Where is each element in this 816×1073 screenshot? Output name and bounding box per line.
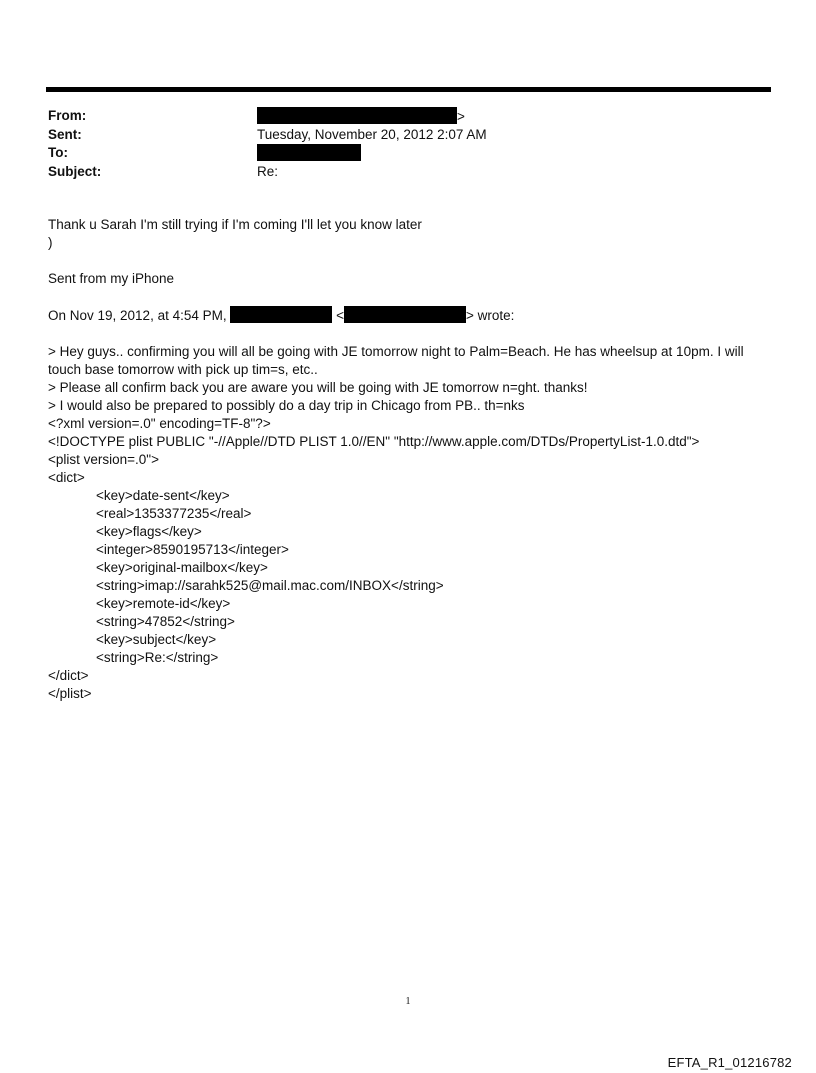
to-value bbox=[257, 144, 361, 164]
dict-line: <key>subject</key> bbox=[96, 632, 217, 647]
xml-closing-line: </plist> bbox=[48, 686, 92, 701]
dict-line: <key>date-sent</key> bbox=[96, 488, 230, 503]
reply-line: Thank u Sarah I'm still trying if I'm coming I'll let you know later bbox=[48, 217, 422, 232]
dict-line: <string>Re:</string> bbox=[96, 650, 219, 665]
quoted-line: > Hey guys.. confirming you will all be going with JE tomorrow night to Palm=Beach. He has wheelsup at 10pm. I will bbox=[48, 344, 744, 359]
dict-line: <integer>8590195713</integer> bbox=[96, 542, 289, 557]
quote-intro-prefix: On Nov 19, 2012, at 4:54 PM, bbox=[48, 308, 227, 323]
blank-line bbox=[48, 252, 778, 270]
quote-intro bbox=[48, 306, 778, 325]
redaction-block bbox=[344, 306, 466, 323]
xml-line: <plist version=.0"> bbox=[48, 452, 159, 467]
dict-line: <key>original-mailbox</key> bbox=[96, 560, 268, 575]
from-label: From: bbox=[48, 108, 87, 123]
quoted-line: > I would also be prepared to possibly do a day trip in Chicago from PB.. th=nks bbox=[48, 398, 525, 413]
page-number: 1 bbox=[405, 996, 411, 1007]
redaction-block bbox=[230, 306, 332, 323]
from-row bbox=[48, 107, 748, 126]
dict-line: <string>imap://sarahk525@mail.mac.com/INBOX</string> bbox=[96, 578, 444, 593]
redaction-block bbox=[257, 107, 457, 124]
quoted-line: touch base tomorrow with pick up tim=s, etc.. bbox=[48, 362, 318, 377]
redaction-block bbox=[257, 144, 361, 161]
subject-row bbox=[48, 163, 748, 182]
xml-line: <?xml version=.0" encoding=TF-8"?> bbox=[48, 416, 271, 431]
sent-label: Sent: bbox=[48, 126, 82, 142]
xml-closing-line: </dict> bbox=[48, 668, 89, 683]
quote-intro-lt: < bbox=[336, 308, 345, 323]
subject-value: Re: bbox=[257, 163, 279, 179]
quoted-line: > Please all confirm back you are aware you will be going with JE tomorrow n=ght. thanks! bbox=[48, 380, 588, 395]
dict-line: <string>47852</string> bbox=[96, 614, 235, 629]
dict-line: <key>flags</key> bbox=[96, 524, 202, 539]
from-suffix: > bbox=[457, 109, 465, 124]
to-label: To: bbox=[48, 145, 68, 160]
sent-row bbox=[48, 126, 748, 145]
blank-line bbox=[48, 325, 778, 343]
signature-line: Sent from my iPhone bbox=[48, 271, 175, 286]
xml-line: <!DOCTYPE plist PUBLIC "-//Apple//DTD PLIST 1.0//EN" "http://www.apple.com/DTDs/PropertyList-1.0.dtd"> bbox=[48, 434, 700, 449]
blank-line bbox=[48, 288, 778, 306]
from-value bbox=[257, 107, 465, 127]
sent-value: Tuesday, November 20, 2012 2:07 AM bbox=[257, 126, 487, 142]
quote-intro-suffix: > wrote: bbox=[466, 308, 515, 323]
dict-line: <key>remote-id</key> bbox=[96, 596, 231, 611]
header-rule bbox=[46, 87, 771, 92]
subject-label: Subject: bbox=[48, 163, 102, 179]
to-row bbox=[48, 144, 748, 163]
xml-line: <dict> bbox=[48, 470, 85, 485]
dict-line: <real>1353377235</real> bbox=[96, 506, 252, 521]
reply-line: ) bbox=[48, 235, 53, 250]
email-body bbox=[48, 216, 778, 703]
email-header bbox=[48, 107, 748, 181]
document-id: EFTA_R1_01216782 bbox=[667, 1055, 792, 1070]
